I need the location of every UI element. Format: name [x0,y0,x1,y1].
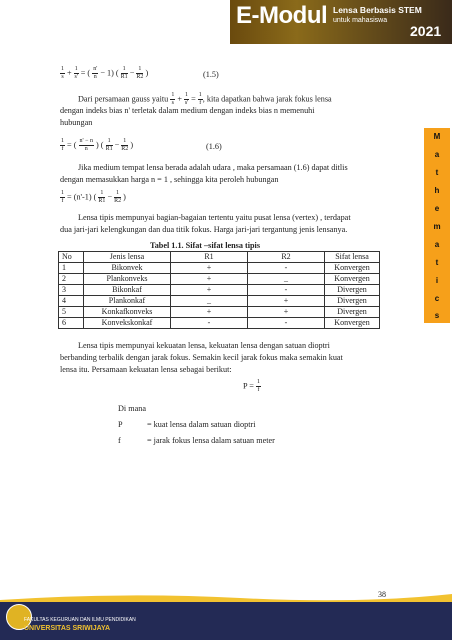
table-row [59,285,380,296]
denominator: R2 [136,74,144,80]
column-header: No [59,252,84,263]
table-cell: - [248,318,325,329]
equation-operator: = ( [67,140,77,150]
denominator: f [257,387,260,393]
table-row [59,307,380,318]
sidebar-letter: m [433,222,441,231]
paragraph-line: hubungan [60,118,93,127]
paragraph-line: dengan memasukkan harga n = 1 , sehingga kita peroleh hubungan [60,175,279,184]
equation-1-5: $\frac{1}{s}$ + $\frac{1}{s'}$ = ( $\frac{n'}{n}$ − 1) ( $\frac{1}{R1}$ − $\frac{1}{R2}$ ) [61,66,149,80]
table-cell: + [171,285,248,296]
fraction [92,66,98,81]
text-segment: kita dapatkan bahwa jarak fokus lensa [206,94,332,104]
fraction [121,66,128,81]
column-header: Jenis lensa [84,252,171,263]
numerator: 1 [121,138,128,146]
paragraph-line: Lensa tipis mempunyai kekuatan lensa, kekuatan lensa dengan satuan dioptri [78,341,330,350]
equation-lens-power [243,379,261,394]
sidebar-letter: t [435,168,439,177]
paragraph-line: berbanding terbalik dengan jarak fokus. Semakin kecil jarak fokus maka semakin kuat [60,353,343,362]
numerator: n' − n [79,138,93,144]
fraction [136,66,143,81]
paragraph-line: Jika medium tempat lensa berada adalah udara , maka persamaan (1.6) dapat ditlis [78,163,348,172]
denominator: n [93,74,97,80]
numerator: 1 [136,66,143,74]
equation-operator: − [107,192,113,202]
equation-1-6 [60,138,133,153]
table-cell: Divergen [325,296,380,307]
equation-operator: ) ( [96,140,104,150]
fraction [98,190,105,205]
denominator: R1 [120,74,128,80]
fraction [60,190,65,205]
fraction [114,190,121,205]
page-header [0,0,452,44]
numerator: 1 [61,66,64,72]
equation-operator: − 1) ( [100,68,119,78]
denominator: s' [74,74,78,80]
sidebar-letter: a [434,150,440,159]
fraction [121,138,128,153]
table-row [59,318,380,329]
equation-label: (1.5) [203,70,219,79]
table-cell: + [248,296,325,307]
table-cell: - [171,318,248,329]
table-cell: - [248,285,325,296]
table-row [59,296,380,307]
header-subtitle-2: untuk mahasiswa [333,17,388,24]
numerator: n' [93,66,98,72]
table-cell: Konvergen [325,263,380,274]
equation-operator: ) [123,192,126,202]
equation-operator: − [129,68,135,78]
sidebar-letter: s [434,311,440,320]
table-cell: Bikonkaf [84,285,171,296]
footer-faculty: FAKULTAS KEGURUAN DAN ILMU PENDIDIKAN [24,617,136,623]
fraction [184,92,189,107]
table-cell: Bikonvek [84,263,171,274]
table-cell: 6 [59,318,84,329]
table-cell: 4 [59,296,84,307]
numerator: 1 [74,66,78,72]
paragraph-line: dengan indeks bias n' terletak dalam medium dengan indeks bias n memenuhi [60,106,315,115]
fraction [74,66,79,81]
table-cell: 2 [59,274,84,285]
table-caption: Tabel 1.1. Sifat –sifat lensa tipis [150,241,261,250]
table-cell: 5 [59,307,84,318]
column-header: Sifat lensa [325,252,380,263]
fraction [60,138,65,153]
footer-university: UNIVERSITAS SRIWIJAYA [24,625,111,632]
symbol-p-description: = kuat lensa dalam satuan dioptri [147,420,256,429]
table-cell: 1 [59,263,84,274]
text-segment: Dari persamaan gauss yaitu [78,94,169,104]
header-title: E-Modul [236,2,328,29]
fraction [256,379,261,394]
sidebar-letter: a [434,240,440,249]
numerator: 1 [98,190,105,198]
table-cell: Plankonkaf [84,296,171,307]
numerator: 1 [171,92,175,98]
equation-operator: − [114,140,120,150]
fraction [106,138,113,153]
denominator: s [61,74,64,80]
numerator: 1 [121,66,128,74]
sidebar-letter: i [435,276,439,285]
fraction [198,92,203,107]
numerator: 1 [61,138,64,144]
symbol-f-description: = jarak fokus lensa dalam satuan meter [147,436,275,445]
table-cell: 3 [59,285,84,296]
denominator: R2 [114,198,122,204]
table-cell: Konvergen [325,318,380,329]
equation-operator: ) [145,68,149,78]
equation-operator: P = [243,381,254,391]
denominator: f [61,198,64,204]
numerator: 1 [198,92,202,98]
equation-operator: = ( [80,68,91,78]
symbol-f: f [118,436,121,445]
table-cell: + [248,307,325,318]
sidebar-mathematics-tab [424,128,450,323]
table-cell: Konvergen [325,274,380,285]
fraction [79,138,94,153]
table-cell: + [171,263,248,274]
equation-label: (1.6) [206,142,222,151]
numerator: 1 [61,190,64,196]
denominator: f [199,100,202,106]
numerator: 1 [185,92,189,98]
table-cell: Konvekskonkaf [84,318,171,329]
equation-operator: ) [130,140,134,150]
paragraph-line: Dari persamaan gauss yaitu $\frac{1}{s}$ + $\frac{1}{s'}$ = $\frac{1}{f}$ , kita dapatkan bahwa jarak fokus lensa [78,92,332,106]
sidebar-letter: h [434,186,440,195]
header-year: 2021 [410,23,442,39]
sidebar-letter: M [433,132,441,141]
column-header: R1 [171,252,248,263]
paragraph-line: dua jari-jari kelengkungan dan dua titik fokus. Harga jari-jari tergantung jenis lensanya. [60,225,348,234]
table-cell: Divergen [325,307,380,318]
sidebar-letter: c [434,294,440,303]
table-cell: _ [171,296,248,307]
where-label: Di mana [118,404,146,413]
column-header: R2 [248,252,325,263]
table-cell: Konkafkonveks [84,307,171,318]
numerator: 1 [114,190,121,198]
table-header-row [59,252,380,263]
denominator: s' [184,100,189,106]
header-subtitle: Lensa Berbasis STEM [333,5,422,15]
table-cell: Plankonveks [84,274,171,285]
sidebar-letter: t [435,258,439,267]
table-cell: + [171,274,248,285]
table-cell: Divergen [325,285,380,296]
table-cell: _ [248,274,325,285]
denominator: f [61,146,64,152]
equation-operator: = (n'-1) ( [67,192,97,202]
table-cell: + [171,307,248,318]
denominator: R2 [121,146,129,152]
paragraph-line: lensa itu. Persamaan kekuatan lensa sebagai berikut: [60,365,232,374]
numerator: 1 [256,379,260,385]
paragraph-line: Lensa tipis mempunyai bagian-bagaian tertentu yaitu pusat lensa (vertex) , terdapat [78,213,351,222]
table-cell: - [248,263,325,274]
denominator: R1 [105,146,113,152]
denominator: R1 [98,198,106,204]
page-number: 38 [378,590,386,599]
sidebar-letter: e [434,204,440,213]
fraction [170,92,175,107]
denominator: n [84,146,88,152]
numerator: 1 [106,138,113,146]
fraction [60,66,65,81]
denominator: s [171,100,174,106]
lens-properties-table [58,251,380,329]
symbol-p: P [118,420,123,429]
table-row [59,263,380,274]
equation-1-7 [60,190,126,205]
table-row [59,274,380,285]
